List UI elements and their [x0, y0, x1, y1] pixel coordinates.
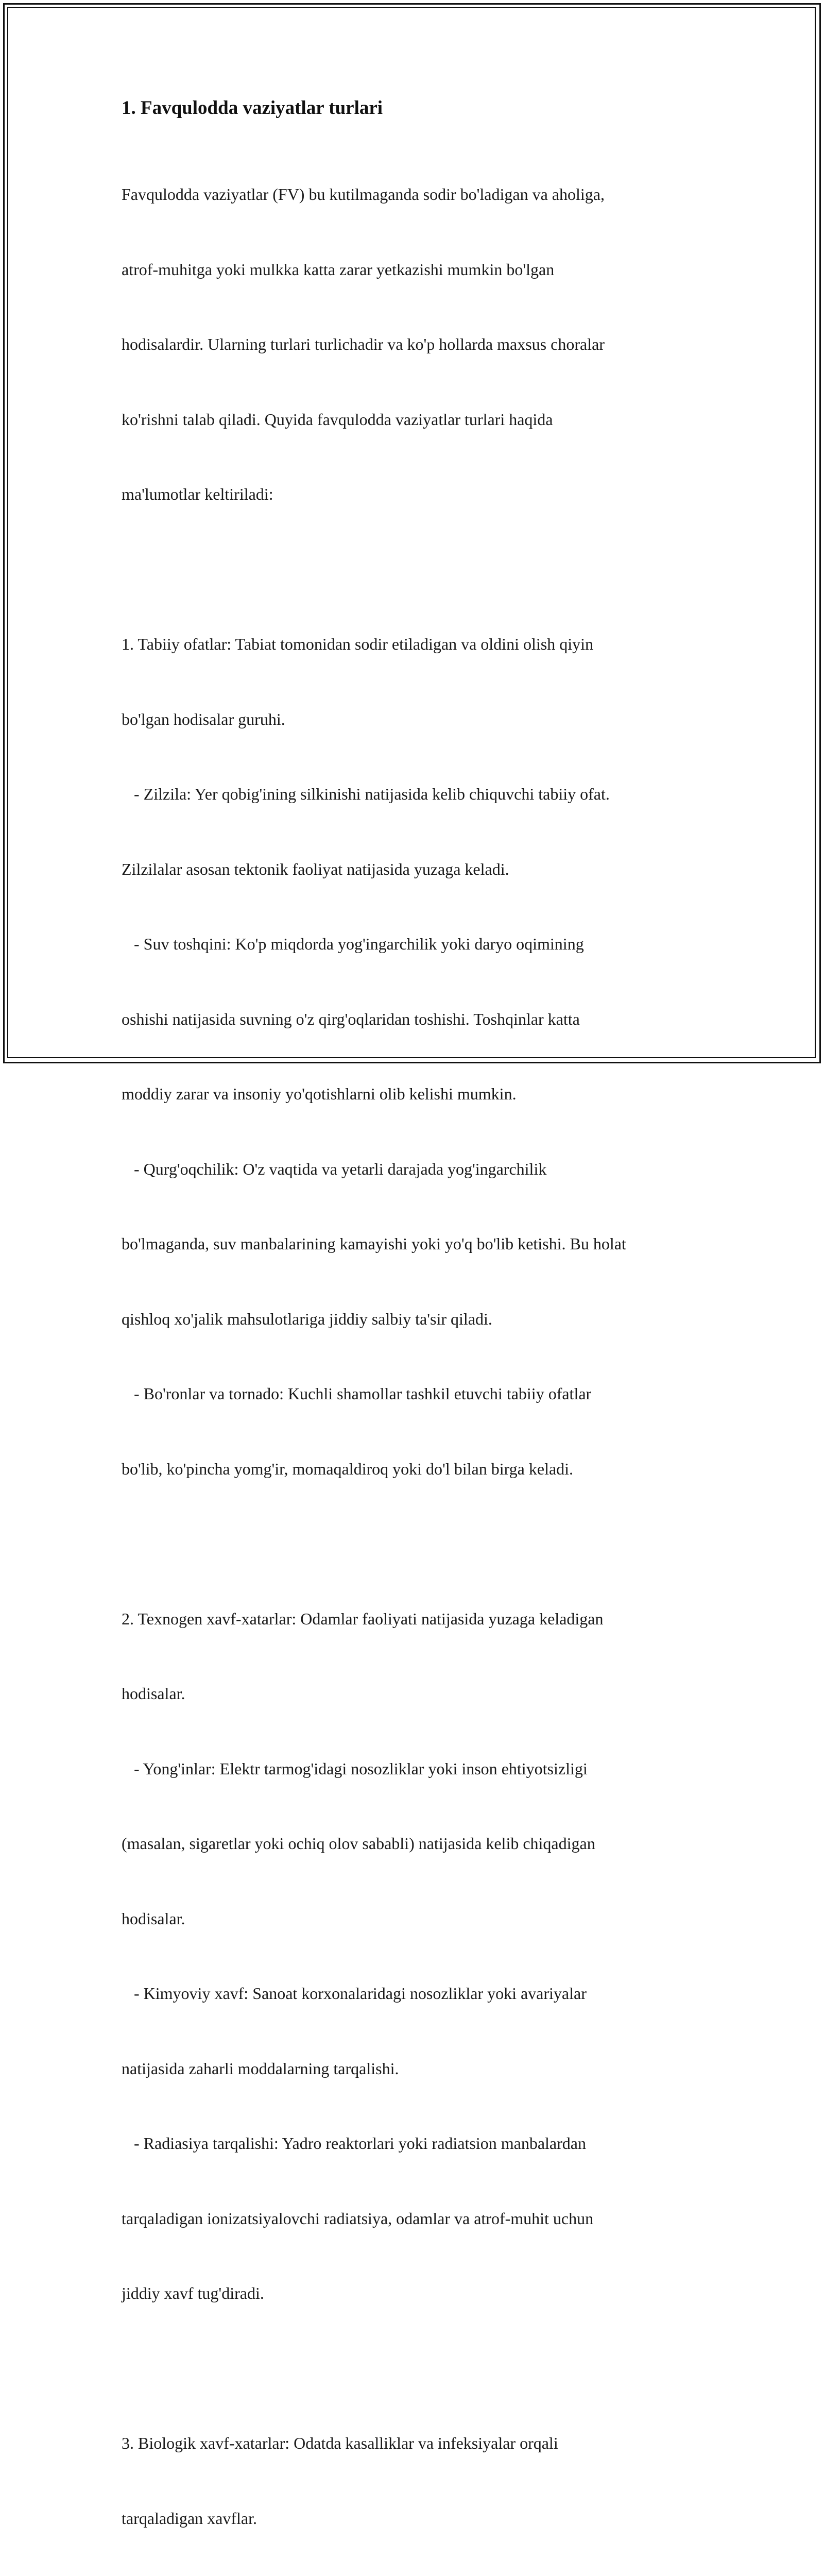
section-line: qishloq xo'jalik mahsulotlariga jiddiy salbiy ta'sir qiladi.: [122, 1309, 492, 1328]
intro-line: ma'lumotlar keltiriladi:: [122, 485, 273, 503]
section-line: - Kimyoviy xavf: Sanoat korxonalaridagi nosozliklar yoki avariyalar: [122, 1984, 587, 2003]
section-line: moddiy zarar va insoniy yo'qotishlarni olib kelishi mumkin.: [122, 1084, 517, 1103]
section-line: - Zilzila: Yer qobig'ining silkinishi natijasida kelib chiquvchi tabiiy ofat.: [122, 785, 610, 803]
section-line: - Yong'inlar: Elektr tarmog'idagi nosozliklar yoki inson ehtiyotsizligi: [122, 1759, 588, 1778]
section-line: - Bo'ronlar va tornado: Kuchli shamollar tashkil etuvchi tabiiy ofatlar: [122, 1384, 592, 1403]
section-biological-hazards: [122, 2381, 714, 2576]
section-line: - Suv toshqini: Ko'p miqdorda yog'ingarchilik yoki daryo oqimining: [122, 935, 584, 953]
section-line: oshishi natijasida suvning o'z qirg'oqlaridan toshishi. Toshqinlar katta: [122, 1009, 580, 1028]
section-line: hodisalar.: [122, 1684, 185, 1703]
intro-line: atrof-muhitga yoki mulkka katta zarar yetkazishi mumkin bo'lgan: [122, 260, 555, 279]
section-line: hodisalar.: [122, 1909, 185, 1928]
paragraph-spacer: [122, 2356, 714, 2381]
paragraph-spacer: [122, 557, 714, 582]
document-title: 1. Favqulodda vaziyatlar turlari: [122, 97, 383, 118]
intro-line: ko'rishni talab qiladi. Quyida favqulodda vaziyatlar turlari haqida: [122, 410, 553, 429]
section-line: bo'lgan hodisalar guruhi.: [122, 709, 285, 728]
section-technogenic-hazards: [122, 1556, 714, 2356]
section-line: bo'lmaganda, suv manbalarining kamayishi yoki yo'q bo'lib ketishi. Bu holat: [122, 1234, 626, 1253]
section-line: tarqaladigan xavflar.: [122, 2509, 257, 2528]
section-line: jiddiy xavf tug'diradi.: [122, 2284, 264, 2302]
section-line: bo'lib, ko'pincha yomg'ir, momaqaldiroq yoki do'l bilan birga keladi.: [122, 1459, 574, 1478]
section-line: Zilzilalar asosan tektonik faoliyat natijasida yuzaga keladi.: [122, 859, 509, 878]
section-line: - Qurg'oqchilik: O'z vaqtida va yetarli darajada yog'ingarchilik: [122, 1159, 547, 1178]
paragraph-spacer: [122, 1531, 714, 1556]
intro-paragraph: [122, 132, 714, 557]
section-line: 1. Tabiiy ofatlar: Tabiat tomonidan sodir etiladigan va oldini olish qiyin: [122, 635, 593, 653]
section-line: 2. Texnogen xavf-xatarlar: Odamlar faoliyati natijasida yuzaga keladigan: [122, 1609, 604, 1628]
section-line: (masalan, sigaretlar yoki ochiq olov sababli) natijasida kelib chiqadigan: [122, 1834, 595, 1853]
intro-line: hodisalardir. Ularning turlari turlichadir va ko'p hollarda maxsus choralar: [122, 335, 605, 353]
section-line: natijasida zaharli moddalarning tarqalishi.: [122, 2059, 399, 2078]
section-natural-disasters: [122, 582, 714, 1531]
section-line: tarqaladigan ionizatsiyalovchi radiatsiya, odamlar va atrof-muhit uchun: [122, 2209, 594, 2228]
intro-line: Favqulodda vaziyatlar (FV) bu kutilmaganda sodir bo'ladigan va aholiga,: [122, 185, 605, 204]
section-line: 3. Biologik xavf-xatarlar: Odatda kasalliklar va infeksiyalar orqali: [122, 2434, 558, 2452]
section-line: - Radiasiya tarqalishi: Yadro reaktorlari yoki radiatsion manbalardan: [122, 2134, 586, 2153]
document-body: [122, 96, 714, 2576]
